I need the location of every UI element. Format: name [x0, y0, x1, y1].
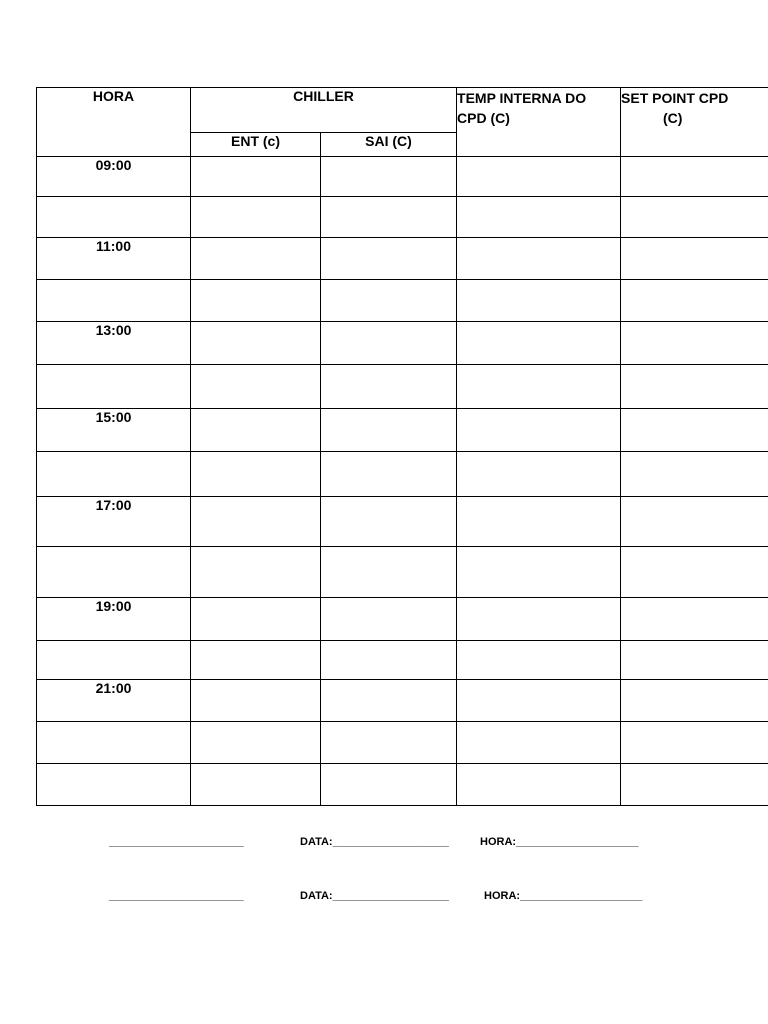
set-header-line-1: SET POINT CPD — [621, 90, 729, 106]
column-header-set-point — [621, 88, 768, 157]
time-cell — [37, 365, 191, 409]
hora-label: HORA: — [484, 890, 521, 902]
sai-cell[interactable] — [321, 641, 457, 680]
temp-interna-cell[interactable] — [457, 197, 621, 238]
ent-cell[interactable] — [191, 497, 321, 547]
ent-cell[interactable] — [191, 452, 321, 497]
ent-cell[interactable] — [191, 238, 321, 280]
temp-interna-cell[interactable] — [457, 598, 621, 641]
column-header-chiller: CHILLER — [191, 88, 457, 133]
time-cell — [37, 547, 191, 598]
table-row — [37, 157, 768, 197]
table-row — [37, 722, 768, 764]
ent-cell[interactable] — [191, 722, 321, 764]
table-row — [37, 497, 768, 547]
time-cell — [37, 280, 191, 322]
temp-interna-cell[interactable] — [457, 409, 621, 452]
signature-name-line[interactable]: ______________________ — [109, 836, 244, 848]
time-cell: 09:00 — [37, 157, 191, 197]
time-cell: 15:00 — [37, 409, 191, 452]
column-header-temp-interna — [457, 88, 621, 157]
column-header-sai: SAI (C) — [321, 133, 457, 157]
ent-cell[interactable] — [191, 322, 321, 365]
sai-cell[interactable] — [321, 680, 457, 722]
set-point-cell[interactable] — [621, 722, 768, 764]
table-row — [37, 365, 768, 409]
set-point-cell[interactable] — [621, 764, 768, 806]
ent-cell[interactable] — [191, 641, 321, 680]
temp-interna-cell[interactable] — [457, 280, 621, 322]
time-cell: 19:00 — [37, 598, 191, 641]
sai-cell[interactable] — [321, 365, 457, 409]
sai-cell[interactable] — [321, 197, 457, 238]
column-header-ent: ENT (c) — [191, 133, 321, 157]
data-blank-line: ___________________ — [332, 890, 449, 902]
ent-cell[interactable] — [191, 409, 321, 452]
table-row — [37, 680, 768, 722]
temp-interna-cell[interactable] — [457, 365, 621, 409]
set-point-cell[interactable] — [621, 547, 768, 598]
temp-interna-cell[interactable] — [457, 497, 621, 547]
sai-cell[interactable] — [321, 497, 457, 547]
sai-cell[interactable] — [321, 238, 457, 280]
temp-interna-cell[interactable] — [457, 722, 621, 764]
sai-cell[interactable] — [321, 409, 457, 452]
signature-data-field[interactable] — [300, 890, 449, 902]
sai-cell[interactable] — [321, 598, 457, 641]
signature-hora-field[interactable] — [484, 890, 642, 902]
sai-cell[interactable] — [321, 157, 457, 197]
table-row — [37, 764, 768, 806]
table-row — [37, 452, 768, 497]
set-point-cell[interactable] — [621, 497, 768, 547]
set-point-cell[interactable] — [621, 365, 768, 409]
sai-cell[interactable] — [321, 764, 457, 806]
set-point-cell[interactable] — [621, 238, 768, 280]
temp-interna-cell[interactable] — [457, 764, 621, 806]
data-label: DATA: — [300, 836, 333, 848]
ent-cell[interactable] — [191, 157, 321, 197]
temp-header-line-1: TEMP INTERNA DO — [457, 90, 587, 106]
table-row — [37, 641, 768, 680]
temp-interna-cell[interactable] — [457, 157, 621, 197]
ent-cell[interactable] — [191, 365, 321, 409]
hora-label: HORA: — [480, 836, 517, 848]
time-cell — [37, 641, 191, 680]
sai-cell[interactable] — [321, 280, 457, 322]
sai-cell[interactable] — [321, 452, 457, 497]
temperature-log-table — [36, 87, 768, 806]
temp-interna-cell[interactable] — [457, 238, 621, 280]
ent-cell[interactable] — [191, 280, 321, 322]
set-point-cell[interactable] — [621, 409, 768, 452]
signature-hora-field[interactable] — [480, 836, 638, 848]
time-cell — [37, 452, 191, 497]
set-header-line-2: (C) — [663, 110, 683, 126]
sai-cell[interactable] — [321, 722, 457, 764]
time-cell: 13:00 — [37, 322, 191, 365]
set-point-cell[interactable] — [621, 680, 768, 722]
hora-blank-line: ____________________ — [520, 890, 643, 902]
time-cell: 21:00 — [37, 680, 191, 722]
set-point-cell[interactable] — [621, 452, 768, 497]
column-header-hora: HORA — [37, 88, 191, 157]
time-cell — [37, 197, 191, 238]
table-row — [37, 280, 768, 322]
table-row — [37, 197, 768, 238]
header-row-top — [37, 88, 768, 133]
temp-interna-cell[interactable] — [457, 547, 621, 598]
ent-cell[interactable] — [191, 764, 321, 806]
ent-cell[interactable] — [191, 680, 321, 722]
temp-interna-cell[interactable] — [457, 452, 621, 497]
hora-blank-line: ____________________ — [516, 836, 639, 848]
temp-interna-cell[interactable] — [457, 641, 621, 680]
time-cell — [37, 722, 191, 764]
temp-interna-cell[interactable] — [457, 322, 621, 365]
table-row — [37, 547, 768, 598]
table-row — [37, 409, 768, 452]
sai-cell[interactable] — [321, 547, 457, 598]
table-row — [37, 598, 768, 641]
temp-interna-cell[interactable] — [457, 680, 621, 722]
set-point-cell[interactable] — [621, 598, 768, 641]
temp-header-line-2: CPD (C) — [457, 110, 510, 126]
time-cell — [37, 764, 191, 806]
sai-cell[interactable] — [321, 322, 457, 365]
set-point-cell[interactable] — [621, 157, 768, 197]
set-point-cell[interactable] — [621, 641, 768, 680]
time-cell: 17:00 — [37, 497, 191, 547]
set-point-cell[interactable] — [621, 322, 768, 365]
ent-cell[interactable] — [191, 197, 321, 238]
data-label: DATA: — [300, 890, 333, 902]
signature-name-line[interactable]: ______________________ — [109, 890, 244, 902]
set-point-cell[interactable] — [621, 280, 768, 322]
table-row — [37, 322, 768, 365]
ent-cell[interactable] — [191, 598, 321, 641]
ent-cell[interactable] — [191, 547, 321, 598]
signature-data-field[interactable] — [300, 836, 449, 848]
time-cell: 11:00 — [37, 238, 191, 280]
data-blank-line: ___________________ — [332, 836, 449, 848]
set-point-cell[interactable] — [621, 197, 768, 238]
table-row — [37, 238, 768, 280]
